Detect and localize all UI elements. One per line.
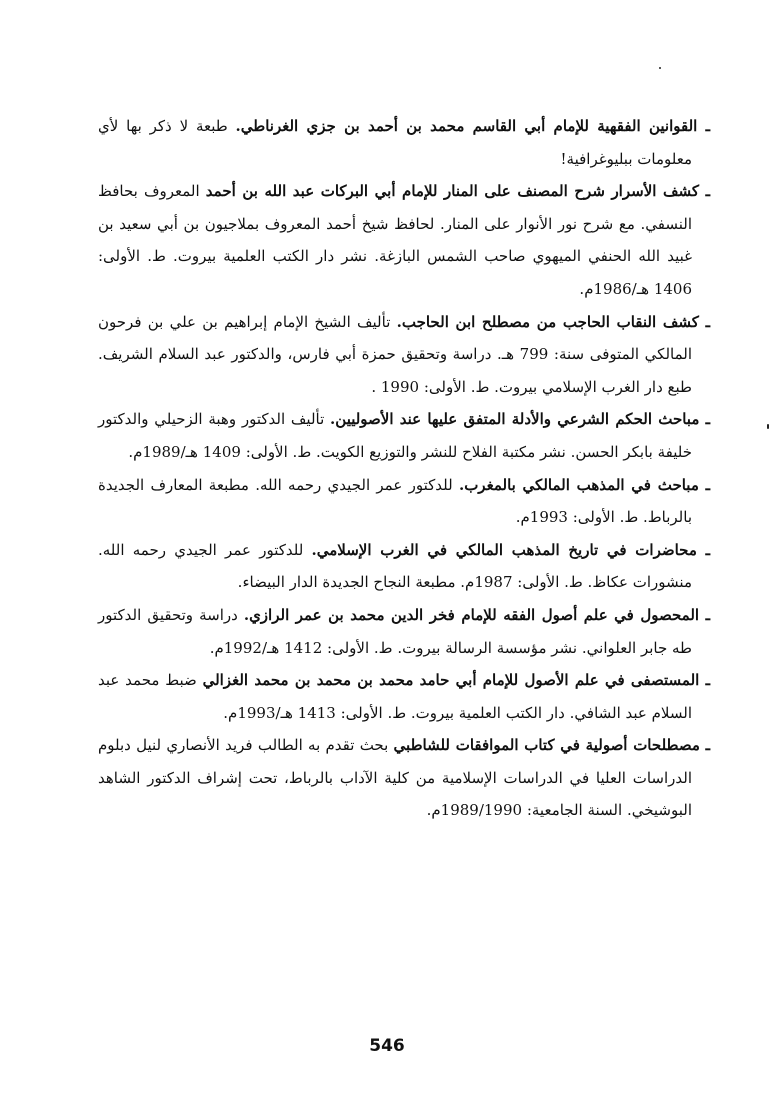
entry-details: ضبط محمد عبد السلام عبد الشافي. دار الكتب العلمية بيروت. ط. الأولى: 1413 هـ/1993م.: [98, 671, 692, 722]
scan-speck: [659, 67, 661, 69]
bibliography-entry: [98, 729, 710, 827]
page-number: 546: [369, 1036, 405, 1056]
entry-details: بحث تقدم به الطالب فريد الأنصاري لنيل دبلوم الدراسات العليا في الدراسات الإسلامية من كلية الآداب بالرباط، تحت إشراف الدكتور الشاهد البوشيخي. السنة الجامعية: 1989/1990م.: [98, 736, 692, 820]
entry-title: ـ محاضرات في تاريخ المذهب المالكي في الغرب الإسلامي.: [311, 540, 710, 559]
bibliography-entry: [98, 175, 710, 305]
entry-details: تأليف الدكتور وهبة الزحيلي والدكتور خليفة بابكر الحسن. نشر مكتبة الفلاح للنشر والتوزيع الكويت. ط. الأولى: 1409 هـ/1989م.: [98, 410, 692, 461]
entry-details: المعروف بحافظ النسفي. مع شرح نور الأنوار على المنار. لحافظ شيخ أحمد المعروف بملاجيون بن أبي سعيد بن غبيد الله الحنفي الميهوي صاحب الشمس البازغة. نشر دار الكتب العلمية بيروت. ط. الأولى: 1406 هـ/1986م.: [98, 182, 692, 298]
bibliography-entry: [98, 403, 710, 468]
entry-details: تأليف الشيخ الإمام إبراهيم بن علي بن فرحون المالكي المتوفى سنة: 799 هـ. دراسة وتحقيق حمزة أبي فارس، والدكتور عبد السلام الشريف. طبع دار الغرب الإسلامي بيروت. ط. الأولى: 1990 .: [98, 312, 693, 396]
entry-title: ـ مباحث في المذهب المالكي بالمغرب.: [458, 475, 710, 494]
entry-details: للدكتور عمر الجيدي رحمه الله. منشورات عكاظ. ط. الأولى: 1987م. مطبعة النجاح الجديدة الدار البيضاء.: [98, 540, 692, 592]
entry-details: طبعة لا ذكر بها لأي معلومات ببليوغرافية!: [98, 117, 692, 168]
scan-speck: [767, 424, 769, 429]
bibliography-entry: [98, 664, 710, 729]
bibliography-entry: [98, 110, 710, 175]
entry-title: ـ المحصول في علم أصول الفقه للإمام فخر الدين محمد بن عمر الرازي.: [243, 605, 710, 624]
entry-title: ـ مصطلحات أصولية في كتاب الموافقات للشاطبي: [393, 736, 710, 755]
entry-title: ـ مباحث الحكم الشرعي والأدلة المتفق عليها عند الأصوليين.: [330, 410, 710, 429]
bibliography-entry: [98, 469, 710, 534]
entry-details: دراسة وتحقيق الدكتور طه جابر العلواني. نشر مؤسسة الرسالة بيروت. ط. الأولى: 1412 هـ/1992م.: [98, 605, 692, 657]
entry-title: ـ المستصفى في علم الأصول للإمام أبي حامد محمد بن محمد بن محمد الغزالي: [202, 671, 710, 690]
bibliography-entry: [98, 534, 710, 599]
bibliography-entry: [98, 599, 710, 664]
bibliography-entry: [98, 306, 710, 404]
entry-title: ـ القوانين الفقهية للإمام أبي القاسم محمد بن أحمد بن جزي الغرناطي.: [235, 117, 710, 135]
entry-details: للدكتور عمر الجيدي رحمه الله. مطبعة المعارف الجديدة بالرباط. ط. الأولى: 1993م.: [98, 475, 692, 527]
bibliography-list: [98, 110, 710, 827]
entry-title: ـ كشف النقاب الحاجب من مصطلح ابن الحاجب.: [396, 312, 710, 331]
entry-title: ـ كشف الأسرار شرح المصنف على المنار للإمام أبي البركات عبد الله بن أحمد: [205, 182, 710, 201]
